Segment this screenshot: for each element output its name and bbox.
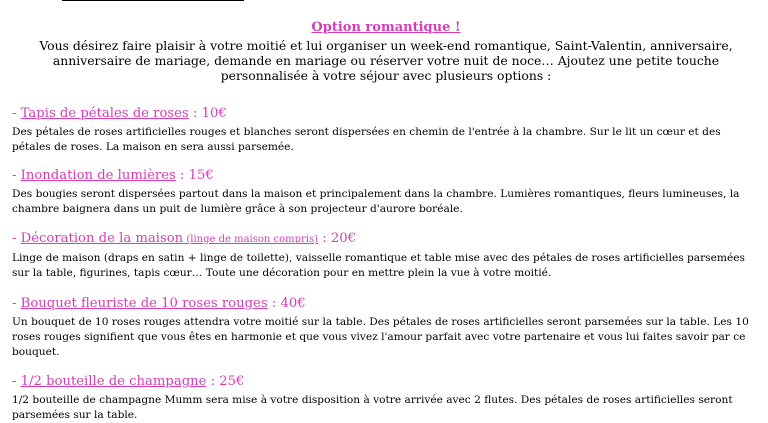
option-description: 1/2 bouteille de champagne Mumm sera mise à votre disposition à votre arrivée avec 2 flutes. Des pétales de roses artificielles seront parsemées sur la table. [12, 394, 733, 421]
option-name: Tapis de pétales de roses [20, 106, 189, 121]
option-rose-bouquet [12, 295, 760, 360]
option-dash: - [12, 168, 21, 183]
option-description: Des bougies seront dispersées partout dans la maison et principalement dans la chambre. Lumières romantiques, fleurs lumineuses, la chambre baignera dans un puit de lumière grâce à son projecteur d'aurore boréale. [12, 188, 740, 215]
option-heading [12, 230, 760, 249]
option-heading [12, 373, 760, 391]
option-price: : 40€ [267, 296, 306, 311]
option-description: Un bouquet de 10 roses rouges attendra votre moitié sur la table. Des pétales de roses artificielles seront parsemées sur la table. Les 10 roses rouges signifient que vous êtes en harmonie et que vous vivez l'amour parfait avec votre partenaire et vous lui faites savoir par ce bouquet. [12, 316, 749, 358]
header [10, 20, 762, 83]
option-dash: - [12, 296, 21, 311]
option-name: Inondation de lumières [20, 168, 176, 183]
option-name: Décoration de la maison [20, 231, 184, 246]
option-description: Linge de maison (draps en satin + linge de toilette), vaisselle romantique et table mise avec des pétales de roses artificielles parsemées sur la table, figurines, tapis cœur… Toute une décoration pour en mettre plein la vue à votre moitié. [12, 252, 745, 279]
option-dash: - [12, 374, 21, 389]
option-heading [12, 167, 760, 185]
option-price: : 25€ [206, 374, 245, 389]
option-heading [12, 295, 760, 313]
option-note: (linge de maison compris) [183, 234, 319, 245]
option-price: : 15€ [175, 168, 214, 183]
page-title: Option romantique ! [311, 20, 461, 35]
option-light-flood [12, 167, 760, 217]
option-house-decoration [12, 230, 760, 281]
option-dash: - [12, 106, 21, 121]
option-price: : 10€ [188, 106, 227, 121]
option-name: 1/2 bouteille de champagne [20, 374, 207, 389]
top-divider [62, 0, 244, 1]
option-dash: - [12, 231, 21, 246]
option-price: : 20€ [318, 231, 357, 246]
option-rose-petal-carpet [12, 105, 760, 155]
intro-paragraph: Vous désirez faire plaisir à votre moitié et lui organiser un week-end romantique, Saint-Valentin, anniversaire, anniversaire de mariage, demande en mariage ou réserver votre nuit de noce… Ajoutez une petite touche personnalisée à votre séjour avec plusieurs options : [39, 38, 733, 83]
option-champagne [12, 373, 760, 423]
option-name: Bouquet fleuriste de 10 roses rouges [20, 296, 268, 311]
option-description: Des pétales de roses artificielles rouges et blanches seront dispersées en chemin de l'entrée à la chambre. Sur le lit un cœur et des pétales de roses. La maison en sera aussi parsemée. [12, 126, 721, 153]
option-heading [12, 105, 760, 123]
